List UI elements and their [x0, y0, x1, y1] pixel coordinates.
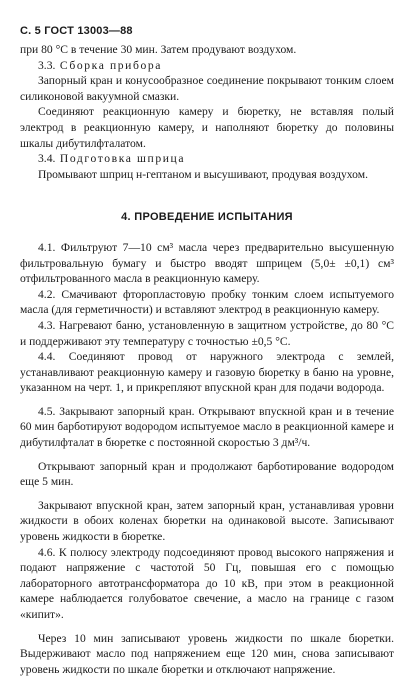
paragraph-4-2: 4.2. Смачивают фторопластовую пробку тонким слоем испытуемого масла (для герметичности) и вставляют электрод в реакционную камеру.	[20, 287, 394, 317]
paragraph-3-4: Промывают шприц н-гептаном и высушивают, продувая воздухом.	[38, 167, 368, 181]
subheading-3-4	[20, 151, 394, 167]
paragraph-4-5-b: Открывают запорный кран и продолжают барботирование водородом еще 5 мин.	[20, 459, 394, 489]
paragraph-4-5: 4.5. Закрывают запорный кран. Открывают впускной кран и в течение 60 мин барботируют водородом испытуемое масло в реакционной камере и дибутилфталат в бюретке с постоянной скоростью 3 дм³/ч.	[20, 404, 394, 450]
subheading-number: 3.3.	[38, 58, 56, 72]
paragraph-4-5-c: Закрывают впускной кран, затем запорный кран, устанавливая уровни жидкости в обоих коленах бюретки на одинаковой высоте. Записывают уровень жидкости в бюретке.	[20, 498, 394, 544]
paragraph-4-1: 4.1. Фильтруют 7—10 см³ масла через предварительно высушенную фильтровальную бумагу и быстро вводят шприцем (5,0± ±0,1) см³ отфильтрованного масла в реакционную камеру.	[20, 240, 394, 286]
paragraph-4-6-b: Через 10 мин записывают уровень жидкости по шкале бюретки. Выдерживают масло под напряжением еще 120 мин, снова записывают уровень жидкости по шкале бюретки и отключают напряжение.	[20, 631, 394, 676]
paragraph-4-4: 4.4. Соединяют провод от наружного электрода с землей, устанавливают реакционную камеру и газовую бюретку в баню на уровне, указанном на черт. 1, и прикрепляют впускной кран для подачи водорода.	[20, 350, 394, 395]
paragraph-3-3-a: Запорный кран и конусообразное соединение покрывают тонким слоем силиконовой вакуумной смазки.	[20, 74, 394, 103]
document-body	[20, 42, 394, 677]
subheading-number: 3.4.	[38, 152, 56, 166]
paragraph-continuation: при 80 °С в течение 30 мин. Затем продувают воздухом.	[20, 43, 297, 56]
section-title: 4. ПРОВЕДЕНИЕ ИСПЫТАНИЯ	[121, 211, 293, 224]
paragraph-4-6: 4.6. К полюсу электроду подсоединяют провод высокого напряжения и подают напряжение с частотой 50 Гц, повышая его с помощью лабораторного автотрансформатора до 10 кВ, при этом в реакционной камере наблюдается голубоватое свечение, а масло на границе с газом «кипит».	[20, 545, 394, 621]
paragraph-3-3-b: Соединяют реакционную камеру и бюретку, не вставляя полый электрод в реакционную камеру, и наполняют бюретку до половины шкалы дибутилфталатом.	[20, 105, 394, 150]
subheading-title: Сборка прибора	[59, 58, 163, 72]
subheading-title: Подготовка шприца	[59, 152, 186, 166]
paragraph-4-3: 4.3. Нагревают баню, установленную в защитном устройстве, до 80 °С и поддерживают эту температуру с точностью ±0,5 °С.	[20, 318, 394, 348]
subheading-3-3	[20, 58, 394, 74]
page-header: С. 5 ГОСТ 13003—88	[20, 25, 133, 37]
